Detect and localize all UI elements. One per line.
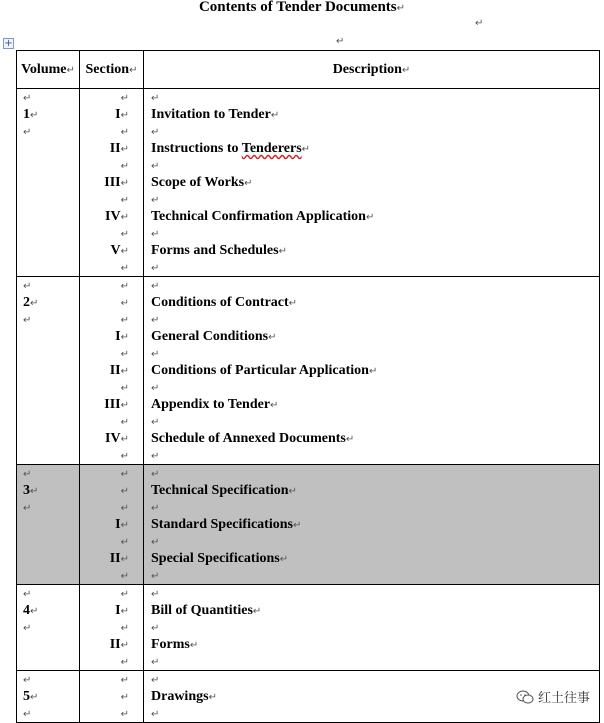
blank-line xyxy=(80,619,143,636)
paragraph-mark: ↵ xyxy=(23,469,32,480)
paragraph-mark: ↵ xyxy=(208,692,217,703)
volume-title: Conditions of Contract xyxy=(151,295,289,310)
paragraph-mark: ↵ xyxy=(120,383,129,394)
blank-line xyxy=(17,585,79,602)
section-description: Standard Specifications xyxy=(151,517,293,532)
paragraph-mark: ↵ xyxy=(30,606,39,617)
section-description: Forms xyxy=(151,637,190,652)
section-cell xyxy=(80,671,144,723)
paragraph-mark: ↵ xyxy=(336,36,345,47)
paragraph-mark: ↵ xyxy=(120,161,129,172)
blank-line xyxy=(80,585,143,602)
paragraph-mark: ↵ xyxy=(151,503,160,514)
volume-cell xyxy=(17,671,80,723)
paragraph-mark: ↵ xyxy=(151,161,160,172)
watermark xyxy=(516,687,590,706)
section-description-line xyxy=(144,430,599,447)
paragraph-mark: ↵ xyxy=(120,366,129,377)
paragraph-mark: ↵ xyxy=(151,195,160,206)
blank-line xyxy=(80,311,143,328)
section-cell xyxy=(80,585,144,671)
blank-line xyxy=(144,89,599,106)
table-header-row xyxy=(17,51,600,89)
paragraph-mark: ↵ xyxy=(151,281,160,292)
description-cell xyxy=(144,585,600,671)
volume-number: 1 xyxy=(23,107,30,122)
blank-line xyxy=(144,465,599,482)
blank-line xyxy=(17,465,79,482)
blank-line xyxy=(144,379,599,396)
paragraph-mark: ↵ xyxy=(120,281,129,292)
blank-line xyxy=(80,482,143,499)
paragraph-mark: ↵ xyxy=(23,709,32,720)
paragraph-mark: ↵ xyxy=(120,520,129,531)
section-number: I xyxy=(115,517,121,532)
section-description: Instructions to Tenderers xyxy=(151,141,302,156)
section-description-line xyxy=(144,174,599,191)
section-description: Scope of Works xyxy=(151,175,245,190)
wechat-icon xyxy=(516,690,534,704)
blank-line xyxy=(144,567,599,584)
paragraph-mark: ↵ xyxy=(120,127,129,138)
paragraph-mark: ↵ xyxy=(396,3,406,14)
title-text: Contents of Tender Documents xyxy=(198,0,397,15)
volume-number-line xyxy=(17,482,79,499)
blank-line xyxy=(144,619,599,636)
paragraph-mark: ↵ xyxy=(23,675,32,686)
paragraph-mark: ↵ xyxy=(120,315,129,326)
paragraph-mark: ↵ xyxy=(151,93,160,104)
table-row xyxy=(17,277,600,465)
paragraph-mark: ↵ xyxy=(120,657,129,668)
section-description-line xyxy=(144,636,599,653)
paragraph-mark: ↵ xyxy=(151,349,160,360)
section-description: Bill of Quantities xyxy=(151,603,253,618)
section-number: I xyxy=(115,107,121,122)
document-title xyxy=(0,0,604,18)
volume-number: 5 xyxy=(23,689,30,704)
paragraph-mark: ↵ xyxy=(151,709,160,720)
paragraph-mark: ↵ xyxy=(151,675,160,686)
blank-line xyxy=(80,277,143,294)
paragraph-mark: ↵ xyxy=(120,571,129,582)
paragraph-mark: ↵ xyxy=(23,127,32,138)
blank-line xyxy=(80,89,143,106)
blank-line xyxy=(80,123,143,140)
section-number: II xyxy=(109,363,121,378)
blank-line xyxy=(17,619,79,636)
paragraph-mark: ↵ xyxy=(30,692,39,703)
volume-cell xyxy=(17,277,80,465)
volume-number-line xyxy=(17,106,79,123)
section-description: Conditions of Particular Application xyxy=(151,363,369,378)
section-description: Technical Confirmation Application xyxy=(151,209,366,224)
section-description-line xyxy=(144,106,599,123)
section-number: IV xyxy=(105,431,121,446)
paragraph-mark: ↵ xyxy=(120,623,129,634)
header-section: Section↵ xyxy=(80,51,144,89)
blank-line xyxy=(144,277,599,294)
blank-line xyxy=(80,465,143,482)
blank-line xyxy=(144,345,599,362)
blank-line xyxy=(17,311,79,328)
paragraph-mark: ↵ xyxy=(151,537,160,548)
blank-line xyxy=(144,311,599,328)
section-number: V xyxy=(110,243,121,258)
blank-line xyxy=(144,191,599,208)
paragraph-mark: ↵ xyxy=(120,451,129,462)
blank-line xyxy=(80,157,143,174)
section-description: Schedule of Annexed Documents xyxy=(151,431,346,446)
blank-line xyxy=(80,225,143,242)
blank-line xyxy=(80,671,143,688)
paragraph-mark: ↵ xyxy=(30,298,39,309)
paragraph-mark: ↵ xyxy=(189,640,199,651)
blank-line xyxy=(144,533,599,550)
paragraph-mark: ↵ xyxy=(120,606,129,617)
paragraph-mark: ↵ xyxy=(23,93,32,104)
paragraph-mark: ↵ xyxy=(252,606,262,617)
volume-title-line xyxy=(144,482,599,499)
paragraph-mark: ↵ xyxy=(30,110,39,121)
paragraph-mark: ↵ xyxy=(151,315,160,326)
blank-line xyxy=(80,379,143,396)
paragraph-mark: ↵ xyxy=(151,589,160,600)
volume-number-line xyxy=(17,294,79,311)
paragraph-mark: ↵ xyxy=(151,127,160,138)
section-number-line xyxy=(80,430,143,447)
section-description-line xyxy=(144,550,599,567)
paragraph-mark: ↵ xyxy=(120,178,129,189)
paragraph-mark: ↵ xyxy=(151,383,160,394)
section-number: IV xyxy=(105,209,121,224)
blank-line xyxy=(80,705,143,722)
paragraph-mark: ↵ xyxy=(120,417,129,428)
paragraph-mark: ↵ xyxy=(292,520,302,531)
volume-number: 3 xyxy=(23,483,30,498)
paragraph-mark: ↵ xyxy=(120,110,129,121)
paragraph-mark: ↵ xyxy=(120,640,129,651)
section-number: III xyxy=(104,397,121,412)
table-row xyxy=(17,585,600,671)
section-number-line xyxy=(80,174,143,191)
paragraph-mark: ↵ xyxy=(120,144,129,155)
blank-line xyxy=(17,277,79,294)
header-description: Description↵ xyxy=(144,51,600,89)
section-description-line xyxy=(144,602,599,619)
section-cell xyxy=(80,465,144,585)
paragraph-mark: ↵ xyxy=(120,503,129,514)
section-description: Drawings xyxy=(151,689,209,704)
blank-line xyxy=(80,259,143,276)
contents-table xyxy=(16,50,600,723)
paragraph-mark: ↵ xyxy=(279,554,289,565)
blank-line xyxy=(144,157,599,174)
section-number-line xyxy=(80,516,143,533)
paragraph-mark: ↵ xyxy=(120,195,129,206)
section-number-line xyxy=(80,396,143,413)
blank-line xyxy=(80,533,143,550)
paragraph-mark: ↵ xyxy=(23,589,32,600)
blank-line xyxy=(144,447,599,464)
paragraph-mark: ↵ xyxy=(151,417,160,428)
paragraph-mark: ↵ xyxy=(23,503,32,514)
blank-line xyxy=(144,413,599,430)
blank-line xyxy=(80,345,143,362)
paragraph-mark: ↵ xyxy=(120,229,129,240)
paragraph-mark: ↵ xyxy=(23,315,32,326)
description-cell xyxy=(144,89,600,277)
section-number: I xyxy=(115,329,121,344)
volume-number: 4 xyxy=(23,603,30,618)
volume-cell xyxy=(17,465,80,585)
paragraph-mark: ↵ xyxy=(120,692,129,703)
paragraph-mark: ↵ xyxy=(270,400,279,411)
paragraph-mark: ↵ xyxy=(151,571,160,582)
section-number: II xyxy=(109,141,121,156)
volume-number: 2 xyxy=(23,295,30,310)
volume-cell xyxy=(17,585,80,671)
section-description-line xyxy=(144,328,599,345)
paragraph-mark: ↵ xyxy=(268,332,277,343)
paragraph-mark: ↵ xyxy=(151,657,160,668)
blank-line xyxy=(144,225,599,242)
section-number-line xyxy=(80,550,143,567)
blank-line xyxy=(17,89,79,106)
section-description: Forms and Schedules xyxy=(151,243,279,258)
blank-line xyxy=(80,499,143,516)
blank-line xyxy=(80,294,143,311)
section-description-line xyxy=(144,396,599,413)
section-number-line xyxy=(80,140,143,157)
paragraph-mark: ↵ xyxy=(368,366,378,377)
paragraph-mark: ↵ xyxy=(120,709,129,720)
paragraph-mark: ↵ xyxy=(120,212,129,223)
paragraph-mark: ↵ xyxy=(120,589,129,600)
table-row xyxy=(17,671,600,723)
section-number: II xyxy=(109,551,121,566)
paragraph-mark: ↵ xyxy=(120,537,129,548)
blank-line xyxy=(80,653,143,670)
volume-title-line xyxy=(144,294,599,311)
blank-line xyxy=(80,688,143,705)
section-number-line xyxy=(80,328,143,345)
paragraph-mark: ↵ xyxy=(301,144,311,155)
header-volume: Volume↵ xyxy=(17,51,80,89)
paragraph-mark: ↵ xyxy=(120,263,129,274)
volume-number-line xyxy=(17,602,79,619)
paragraph-mark: ↵ xyxy=(23,623,32,634)
paragraph-mark: ↵ xyxy=(120,332,129,343)
table-row xyxy=(17,465,600,585)
blank-line xyxy=(80,413,143,430)
blank-line xyxy=(17,123,79,140)
section-description: General Conditions xyxy=(151,329,269,344)
blank-line xyxy=(144,259,599,276)
blank-line xyxy=(144,499,599,516)
section-number: II xyxy=(109,637,121,652)
blank-line xyxy=(80,567,143,584)
paragraph-mark: ↵ xyxy=(278,246,287,257)
volume-title: Technical Specification xyxy=(151,483,289,498)
paragraph-mark: ↵ xyxy=(120,554,129,565)
paragraph-mark: ↵ xyxy=(151,451,160,462)
section-number-line xyxy=(80,362,143,379)
section-description-line xyxy=(144,242,599,259)
section-number: III xyxy=(104,175,121,190)
paragraph-mark: ↵ xyxy=(120,298,129,309)
blank-line xyxy=(144,653,599,670)
section-number-line xyxy=(80,602,143,619)
volume-number-line xyxy=(17,688,79,705)
section-description-line xyxy=(144,362,599,379)
paragraph-mark: ↵ xyxy=(30,486,39,497)
paragraph-mark: ↵ xyxy=(120,400,129,411)
section-number-line xyxy=(80,636,143,653)
paragraph-mark: ↵ xyxy=(120,93,129,104)
paragraph-mark: ↵ xyxy=(345,434,355,445)
section-cell xyxy=(80,89,144,277)
section-number: I xyxy=(115,603,121,618)
blank-line xyxy=(144,123,599,140)
watermark-text: 红土往事 xyxy=(537,691,590,706)
paragraph-mark: ↵ xyxy=(151,623,160,634)
section-description-line xyxy=(144,140,599,157)
section-description: Special Specifications xyxy=(151,551,280,566)
section-cell xyxy=(80,277,144,465)
section-number-line xyxy=(80,106,143,123)
section-description: Invitation to Tender xyxy=(151,107,271,122)
blank-line xyxy=(17,499,79,516)
table-row xyxy=(17,89,600,277)
blank-line xyxy=(17,705,79,722)
paragraph-mark: ↵ xyxy=(244,178,253,189)
paragraph-mark: ↵ xyxy=(120,349,129,360)
section-description-line xyxy=(144,208,599,225)
paragraph-mark: ↵ xyxy=(288,486,297,497)
section-description: Appendix to Tender xyxy=(151,397,271,412)
description-cell xyxy=(144,277,600,465)
volume-cell xyxy=(17,89,80,277)
paragraph-mark: ↵ xyxy=(120,434,129,445)
paragraph-mark: ↵ xyxy=(270,110,280,121)
paragraph-mark: ↵ xyxy=(475,18,484,29)
paragraph-mark: ↵ xyxy=(151,263,160,274)
paragraph-mark: ↵ xyxy=(23,281,32,292)
paragraph-mark: ↵ xyxy=(151,469,160,480)
paragraph-mark: ↵ xyxy=(120,486,129,497)
blank-line xyxy=(80,191,143,208)
blank-line xyxy=(80,447,143,464)
blank-line xyxy=(144,705,599,722)
paragraph-mark: ↵ xyxy=(120,469,129,480)
blank-line xyxy=(144,585,599,602)
section-number-line xyxy=(80,242,143,259)
paragraph-mark: ↵ xyxy=(120,675,129,686)
paragraph-mark: ↵ xyxy=(151,229,160,240)
paragraph-mark: ↵ xyxy=(120,246,129,257)
section-number-line xyxy=(80,208,143,225)
section-description-line xyxy=(144,516,599,533)
blank-line xyxy=(17,671,79,688)
description-cell xyxy=(144,465,600,585)
blank-line xyxy=(144,671,599,688)
paragraph-mark: ↵ xyxy=(288,298,298,309)
move-handle-icon[interactable]: + xyxy=(4,38,13,49)
paragraph-mark: ↵ xyxy=(365,212,375,223)
